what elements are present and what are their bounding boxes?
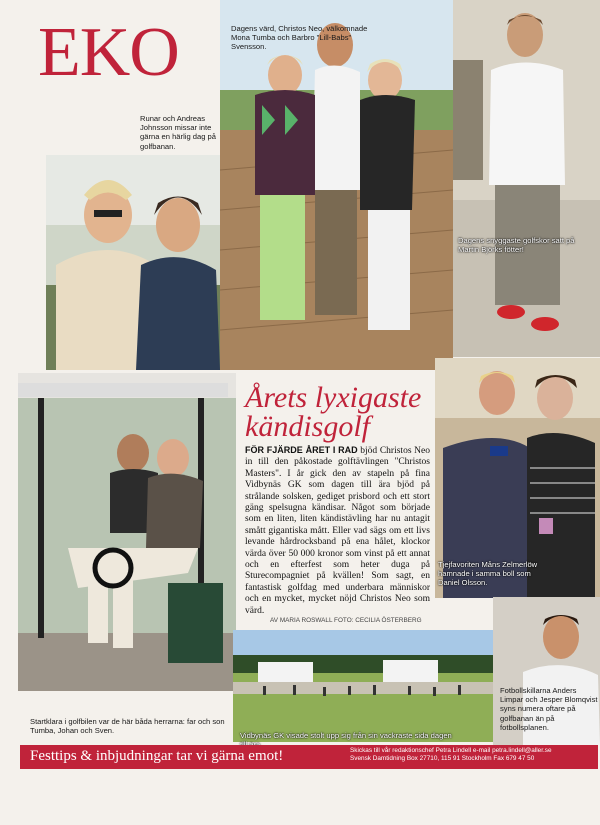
photo-golf-cart (18, 373, 236, 691)
caption-christos: Dagens värd, Christos Neo, välkomnade Mona Tumba och Barbro "Lill-Babs" Svensson. (231, 24, 368, 52)
photo-vidbynas-gk (233, 630, 495, 742)
footer-line-2: Svensk Damtidning Box 27710, 115 91 Stockholm Fax 679 47 50 (350, 754, 535, 762)
caption-martin-bjork: Dagens snyggaste golfskor satt på Martin Björks fötter! (458, 236, 575, 255)
caption-mans-daniel: Tjejfavoriten Måns Zelmerlöw hamnade i samma boll som Daniel Olsson. (438, 560, 538, 588)
article-body (245, 445, 430, 617)
footer-title: Festtips & inbjudningar tar vi gärna emot! (30, 748, 284, 764)
photo-martin-bjork (453, 0, 600, 357)
caption-vidbynas: Vidbynäs GK visade stolt upp sig från sin vackraste sida dagen (240, 731, 452, 740)
footer-banner (20, 745, 598, 769)
caption-anders-jesper: Fotbollskillarna Anders Limpar och Jesper Blomqvist syns numera oftare på golfbanan än på fotbollsplanen. (500, 686, 598, 732)
footer-contact (350, 747, 590, 762)
article-byline: AV MARIA ROSWALL FOTO: CECILIA ÖSTERBERG (270, 617, 422, 624)
caption-runar-andreas: Runar och Andreas Johnsson missar inte gärna en härlig dag på golfbanan. (140, 114, 216, 151)
article-headline: Årets lyxigaste kändisgolf (245, 381, 422, 443)
photo-christos-mona-lillbabs (220, 0, 453, 370)
section-title: EKO (38, 14, 179, 91)
photo-runar-andreas (46, 155, 220, 370)
caption-golf-cart: Startklara i golfbilen var de här båda herrarna: far och son Tumba, Johan och Sven. (30, 717, 225, 736)
article-text: bjöd Christos Neo in till den påkostade golftävlingen "Christos Masters". I år gick den av stapeln på fina Vidbynäs GK som dagen till ära bjöd på strålande solsken, gediget prisbord och ett stort gäng spelsugna kändisar. Något som började som en liten, liten kändistävling har nu antagit smått gigantiska mått. Eller vad sägs om ett livs levande hårdrocksband på ena hålet, klockor värda över 50 000 kronor som vinst på ett annat och en efterfest som heter duga på Sturecompagniet på kvällen! Som sagt, en fantastisk golfdag med underbara människor och en mycket, mycket nöjd Christos Neo som värd. (245, 446, 430, 616)
article-lead: FÖR FJÄRDE ÅRET I RAD (245, 445, 358, 455)
footer-line-1: Skickas till vår redaktionschef Petra Lindell e-mail petra.lindell@aller.se (350, 747, 552, 754)
